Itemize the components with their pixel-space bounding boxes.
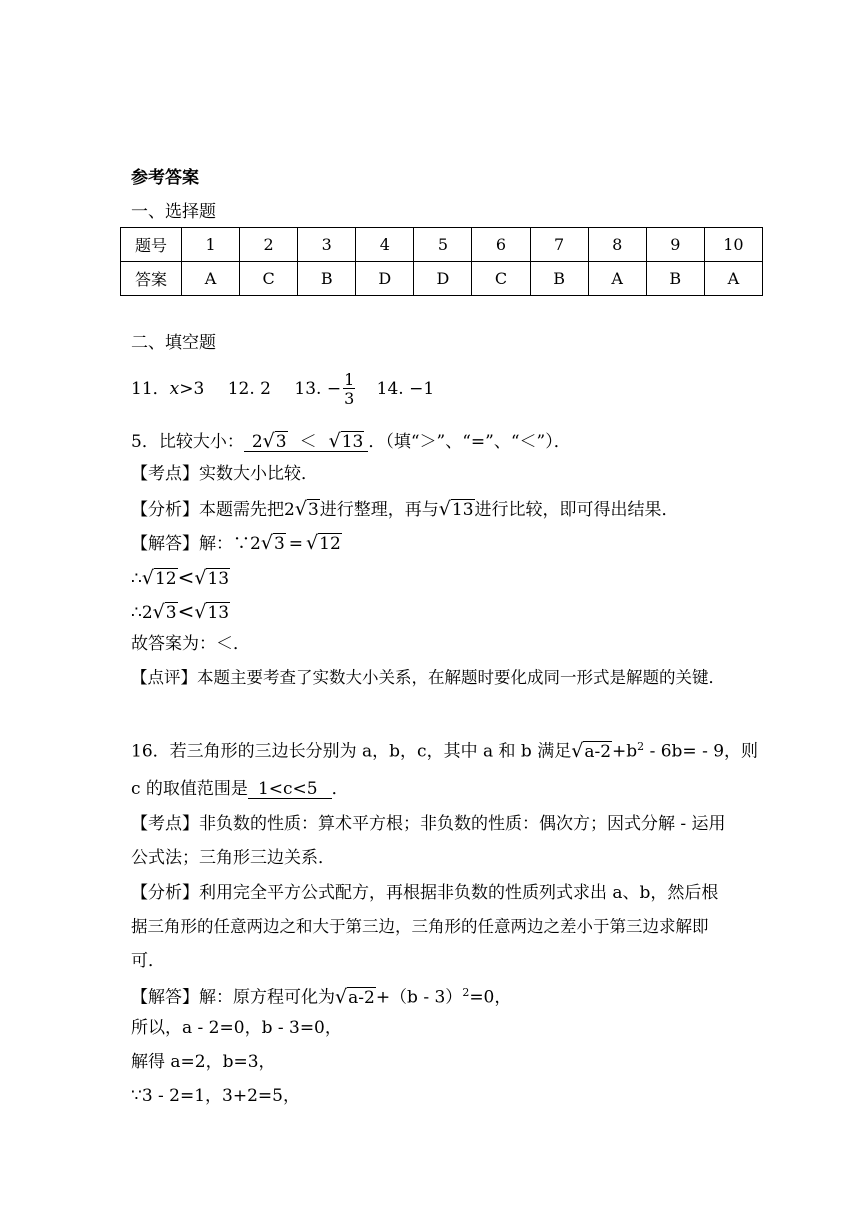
table-cell: B — [530, 262, 588, 296]
sqrt-radicand: a-2 — [584, 741, 612, 762]
therefore-symbol: ∴ — [131, 569, 142, 589]
table-cell: C — [240, 262, 298, 296]
table-cell: 8 — [588, 228, 646, 262]
text-segment: 进行比较，即可得出结果． — [474, 500, 679, 520]
text-segment: c 的取值范围是 — [131, 779, 248, 799]
q16-fenxi-line1: 【分析】利用完全平方公式配方，再根据非负数的性质列式求出 a、b，然后根 — [131, 883, 719, 903]
q5-step3 — [131, 601, 230, 622]
text-segment: ． — [331, 779, 349, 799]
sqrt-symbol: √12 — [306, 532, 341, 554]
section-fill-in: 二、填空题 — [131, 333, 216, 353]
q5-step2 — [131, 567, 230, 588]
sqrt-radicand: 3 — [275, 432, 287, 452]
sqrt-radicand: 12 — [319, 534, 341, 554]
text-segment: 进行整理，再与 — [319, 500, 439, 520]
answer-table — [120, 227, 763, 296]
table-cell: 5 — [414, 228, 472, 262]
table-cell: 7 — [530, 228, 588, 262]
sqrt-symbol: √13 — [194, 601, 230, 623]
q16-jieda — [131, 987, 511, 1007]
table-cell: A — [182, 262, 240, 296]
sqrt-radicand: 3 — [165, 603, 177, 623]
section-multiple-choice: 一、选择题 — [131, 202, 216, 222]
text-segment: +（b - 3） — [375, 987, 463, 1008]
table-cell: 2 — [240, 228, 298, 262]
sqrt-symbol: √3 — [262, 430, 287, 452]
sqrt-radicand: 3 — [307, 500, 319, 520]
sqrt-radicand: 13 — [207, 569, 230, 589]
q16-step2: 解得 a=2，b=3， — [131, 1052, 276, 1072]
table-row-question-numbers — [121, 228, 763, 262]
q16-kaodian-line1: 【考点】非负数的性质：算术平方根；非负数的性质：偶次方；因式分解 - 运用 — [131, 814, 726, 834]
q5-answer-blank — [244, 432, 369, 452]
table-cell: C — [472, 262, 530, 296]
sqrt-symbol: √3 — [152, 601, 177, 623]
q11-variable: x — [169, 379, 180, 399]
sqrt-symbol: √a-2 — [335, 985, 375, 1008]
sqrt-radicand: 13 — [341, 432, 364, 452]
q16-line2 — [131, 781, 349, 799]
q16-step1: 所以，a - 2=0，b - 3=0， — [131, 1018, 342, 1038]
table-cell-header: 题号 — [121, 228, 182, 262]
q12-answer: 12. 2 — [227, 379, 271, 399]
q5-dianping: 【点评】本题主要考查了实数大小关系，在解题时要化成同一形式是解题的关键． — [131, 668, 725, 687]
q5-fenxi — [131, 500, 679, 519]
answer-key-heading: 参考答案 — [131, 168, 199, 188]
q11-answer: >3 — [179, 379, 205, 399]
sqrt-symbol: √3 — [294, 498, 319, 520]
q16-fenxi-line3: 可． — [131, 951, 165, 971]
q5-prefix: 5．比较大小： — [131, 432, 244, 452]
fill-in-answers — [131, 370, 434, 408]
q11-number: 11． — [131, 379, 170, 399]
table-cell: B — [646, 262, 704, 296]
q5-answer: 故答案为：＜． — [131, 634, 250, 654]
table-cell-header: 答案 — [121, 262, 182, 296]
q5-kaodian: 【考点】实数大小比较． — [131, 464, 318, 484]
coefficient: 2 — [141, 603, 153, 623]
table-cell: 9 — [646, 228, 704, 262]
sqrt-symbol: √13 — [438, 498, 474, 520]
sqrt-radicand: 12 — [154, 569, 177, 589]
therefore-symbol: ∴ — [131, 603, 142, 623]
text-segment: +b — [612, 741, 638, 762]
q5-comparison-operator: ＜ — [299, 432, 317, 452]
table-cell: A — [588, 262, 646, 296]
fraction-denominator: 3 — [344, 389, 355, 409]
text-segment: =0， — [469, 987, 512, 1008]
sqrt-symbol: √12 — [141, 567, 177, 589]
equals-sign: = — [288, 534, 304, 554]
sqrt-radicand: a-2 — [348, 987, 375, 1008]
less-than-sign: < — [177, 599, 195, 623]
sqrt-radicand: 13 — [451, 500, 474, 520]
q14-answer: 14. −1 — [376, 379, 435, 399]
coefficient: 2 — [250, 534, 261, 554]
exponent: 2 — [462, 986, 470, 999]
q13-prefix: 13. − — [294, 379, 342, 399]
fraction-numerator: 1 — [344, 369, 355, 389]
q16-answer-blank: 1<c<5 — [248, 781, 332, 799]
text-segment: 【解答】解：原方程可化为 — [131, 987, 335, 1008]
q16-kaodian-line2: 公式法；三角形三边关系． — [131, 848, 335, 868]
table-row-answers — [121, 262, 763, 296]
sqrt-symbol: √13 — [328, 430, 364, 452]
table-cell: D — [414, 262, 472, 296]
sqrt-symbol: √a-2 — [571, 739, 612, 762]
text-segment: 【分析】本题需先把 — [131, 500, 284, 520]
q16-line1 — [131, 741, 758, 761]
q5-jieda — [131, 534, 342, 553]
table-cell: 1 — [182, 228, 240, 262]
sqrt-symbol: √3 — [260, 532, 285, 554]
sqrt-radicand: 3 — [273, 534, 285, 554]
q16-fenxi-line2: 据三角形的任意两边之和大于第三边，三角形的任意两边之差小于第三边求解即 — [131, 917, 709, 936]
q5-suffix: ．（填“＞”、“=”、“＜”）． — [368, 432, 571, 452]
table-cell: 10 — [704, 228, 762, 262]
table-cell: 4 — [356, 228, 414, 262]
table-cell: B — [298, 262, 356, 296]
q5-lhs-coefficient: 2 — [251, 432, 263, 452]
table-cell: 3 — [298, 228, 356, 262]
exponent: 2 — [637, 740, 645, 753]
q13-fraction — [343, 371, 355, 409]
text-segment: - 6b= - 9，则 — [644, 741, 759, 762]
q5-statement — [131, 432, 571, 452]
sqrt-radicand: 13 — [207, 603, 230, 623]
sqrt-symbol: √13 — [194, 567, 230, 589]
table-cell: 6 — [472, 228, 530, 262]
text-segment: 16．若三角形的三边长分别为 a，b，c，其中 a 和 b 满足 — [131, 741, 572, 762]
table-cell: D — [356, 262, 414, 296]
coefficient: 2 — [284, 500, 295, 520]
q16-step3: ∵3 - 2=1，3+2=5， — [131, 1086, 300, 1106]
table-cell: A — [704, 262, 762, 296]
text-segment: 【解答】解：∵ — [131, 534, 250, 554]
less-than-sign: < — [177, 565, 195, 589]
